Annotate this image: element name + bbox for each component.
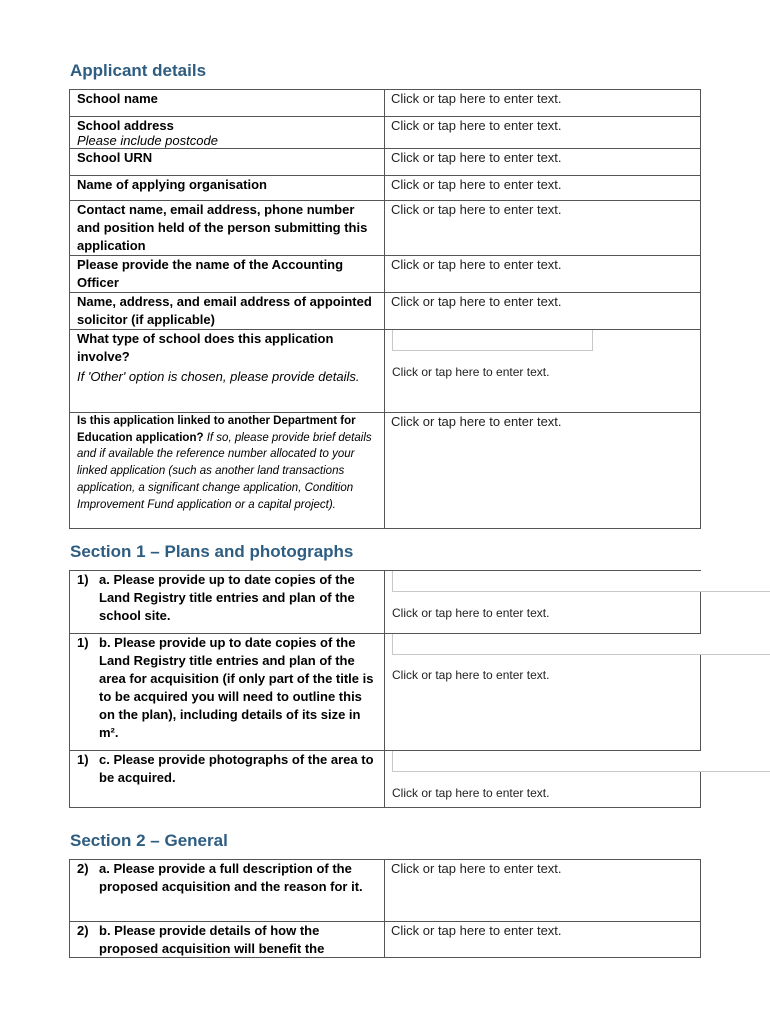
question-1a-label: a. Please provide up to date copies of the Land Registry title entries and plan of the school site. [99, 572, 355, 623]
table-row [70, 571, 701, 634]
section-2-table [69, 859, 701, 958]
question-1b-text-field[interactable]: Click or tap here to enter text. [392, 668, 550, 682]
question-1a-dropdown[interactable] [392, 571, 770, 592]
question-2b-label: b. Please provide details of how the proposed acquisition will benefit the [99, 923, 325, 956]
table-row [70, 149, 701, 176]
school-address-field[interactable]: Click or tap here to enter text. [391, 118, 562, 133]
table-row [70, 293, 701, 330]
question-number: 1) [77, 752, 89, 767]
question-number: 1) [77, 572, 89, 587]
table-row [70, 201, 701, 256]
section-1-heading: Section 1 – Plans and photographs [70, 542, 354, 561]
question-number: 1) [77, 635, 89, 650]
table-row [70, 117, 701, 149]
question-2b-field[interactable]: Click or tap here to enter text. [391, 923, 562, 938]
table-row [70, 860, 701, 922]
school-type-label: What type of school does this application involve? [77, 331, 334, 364]
section-2-heading: Section 2 – General [70, 831, 228, 850]
question-2a-label: a. Please provide a full description of the proposed acquisition and the reason for it. [99, 861, 363, 894]
accounting-officer-label: Please provide the name of the Accounting Officer [77, 257, 344, 290]
school-name-label: School name [77, 91, 158, 106]
linked-application-note: If so, please provide brief details and if available the reference number allocated to your linked application (such as another land transactions application, a significant change application, Condition Improvement Fund application or a capital project). [77, 431, 372, 511]
table-row [70, 330, 701, 413]
applicant-details-table [69, 89, 701, 529]
applicant-details-heading: Applicant details [70, 61, 207, 80]
question-1c-dropdown[interactable] [392, 751, 770, 772]
solicitor-label: Name, address, and email address of appointed solicitor (if applicable) [77, 294, 372, 327]
school-address-label: School address [77, 118, 174, 133]
school-name-field[interactable]: Click or tap here to enter text. [391, 91, 562, 106]
school-type-dropdown[interactable] [392, 330, 593, 351]
question-1a-text-field[interactable]: Click or tap here to enter text. [392, 606, 550, 620]
applying-organisation-label: Name of applying organisation [77, 177, 267, 192]
section-1-table [69, 570, 701, 808]
linked-application-label: Is this application linked to another Department for Education application? [77, 415, 356, 444]
question-number: 2) [77, 923, 89, 938]
table-row [70, 413, 701, 529]
school-type-note: If 'Other' option is chosen, please provide details. [77, 369, 360, 384]
solicitor-field[interactable]: Click or tap here to enter text. [391, 294, 562, 309]
question-number: 2) [77, 861, 89, 876]
table-row [70, 751, 701, 808]
contact-details-field[interactable]: Click or tap here to enter text. [391, 202, 562, 217]
school-type-text-field[interactable]: Click or tap here to enter text. [392, 365, 550, 379]
table-row [70, 634, 701, 751]
linked-application-field[interactable]: Click or tap here to enter text. [391, 414, 562, 429]
school-address-note: Please include postcode [77, 133, 218, 148]
school-urn-field[interactable]: Click or tap here to enter text. [391, 150, 562, 165]
applying-organisation-field[interactable]: Click or tap here to enter text. [391, 177, 562, 192]
question-1c-text-field[interactable]: Click or tap here to enter text. [392, 786, 550, 800]
accounting-officer-field[interactable]: Click or tap here to enter text. [391, 257, 562, 272]
question-1b-label: b. Please provide up to date copies of the Land Registry title entries and plan of the area for acquisition (if only part of the title is to be acquired you will need to outline this on the plan), including details of its size in m². [99, 635, 374, 740]
table-row [70, 176, 701, 201]
table-row [70, 90, 701, 117]
question-1c-label: c. Please provide photographs of the area to be acquired. [99, 752, 374, 785]
table-row [70, 256, 701, 293]
question-2a-field[interactable]: Click or tap here to enter text. [391, 861, 562, 876]
question-1b-dropdown[interactable] [392, 634, 770, 655]
table-row [70, 922, 701, 958]
contact-details-label: Contact name, email address, phone number and position held of the person submitting this application [77, 202, 368, 253]
school-urn-label: School URN [77, 150, 153, 165]
